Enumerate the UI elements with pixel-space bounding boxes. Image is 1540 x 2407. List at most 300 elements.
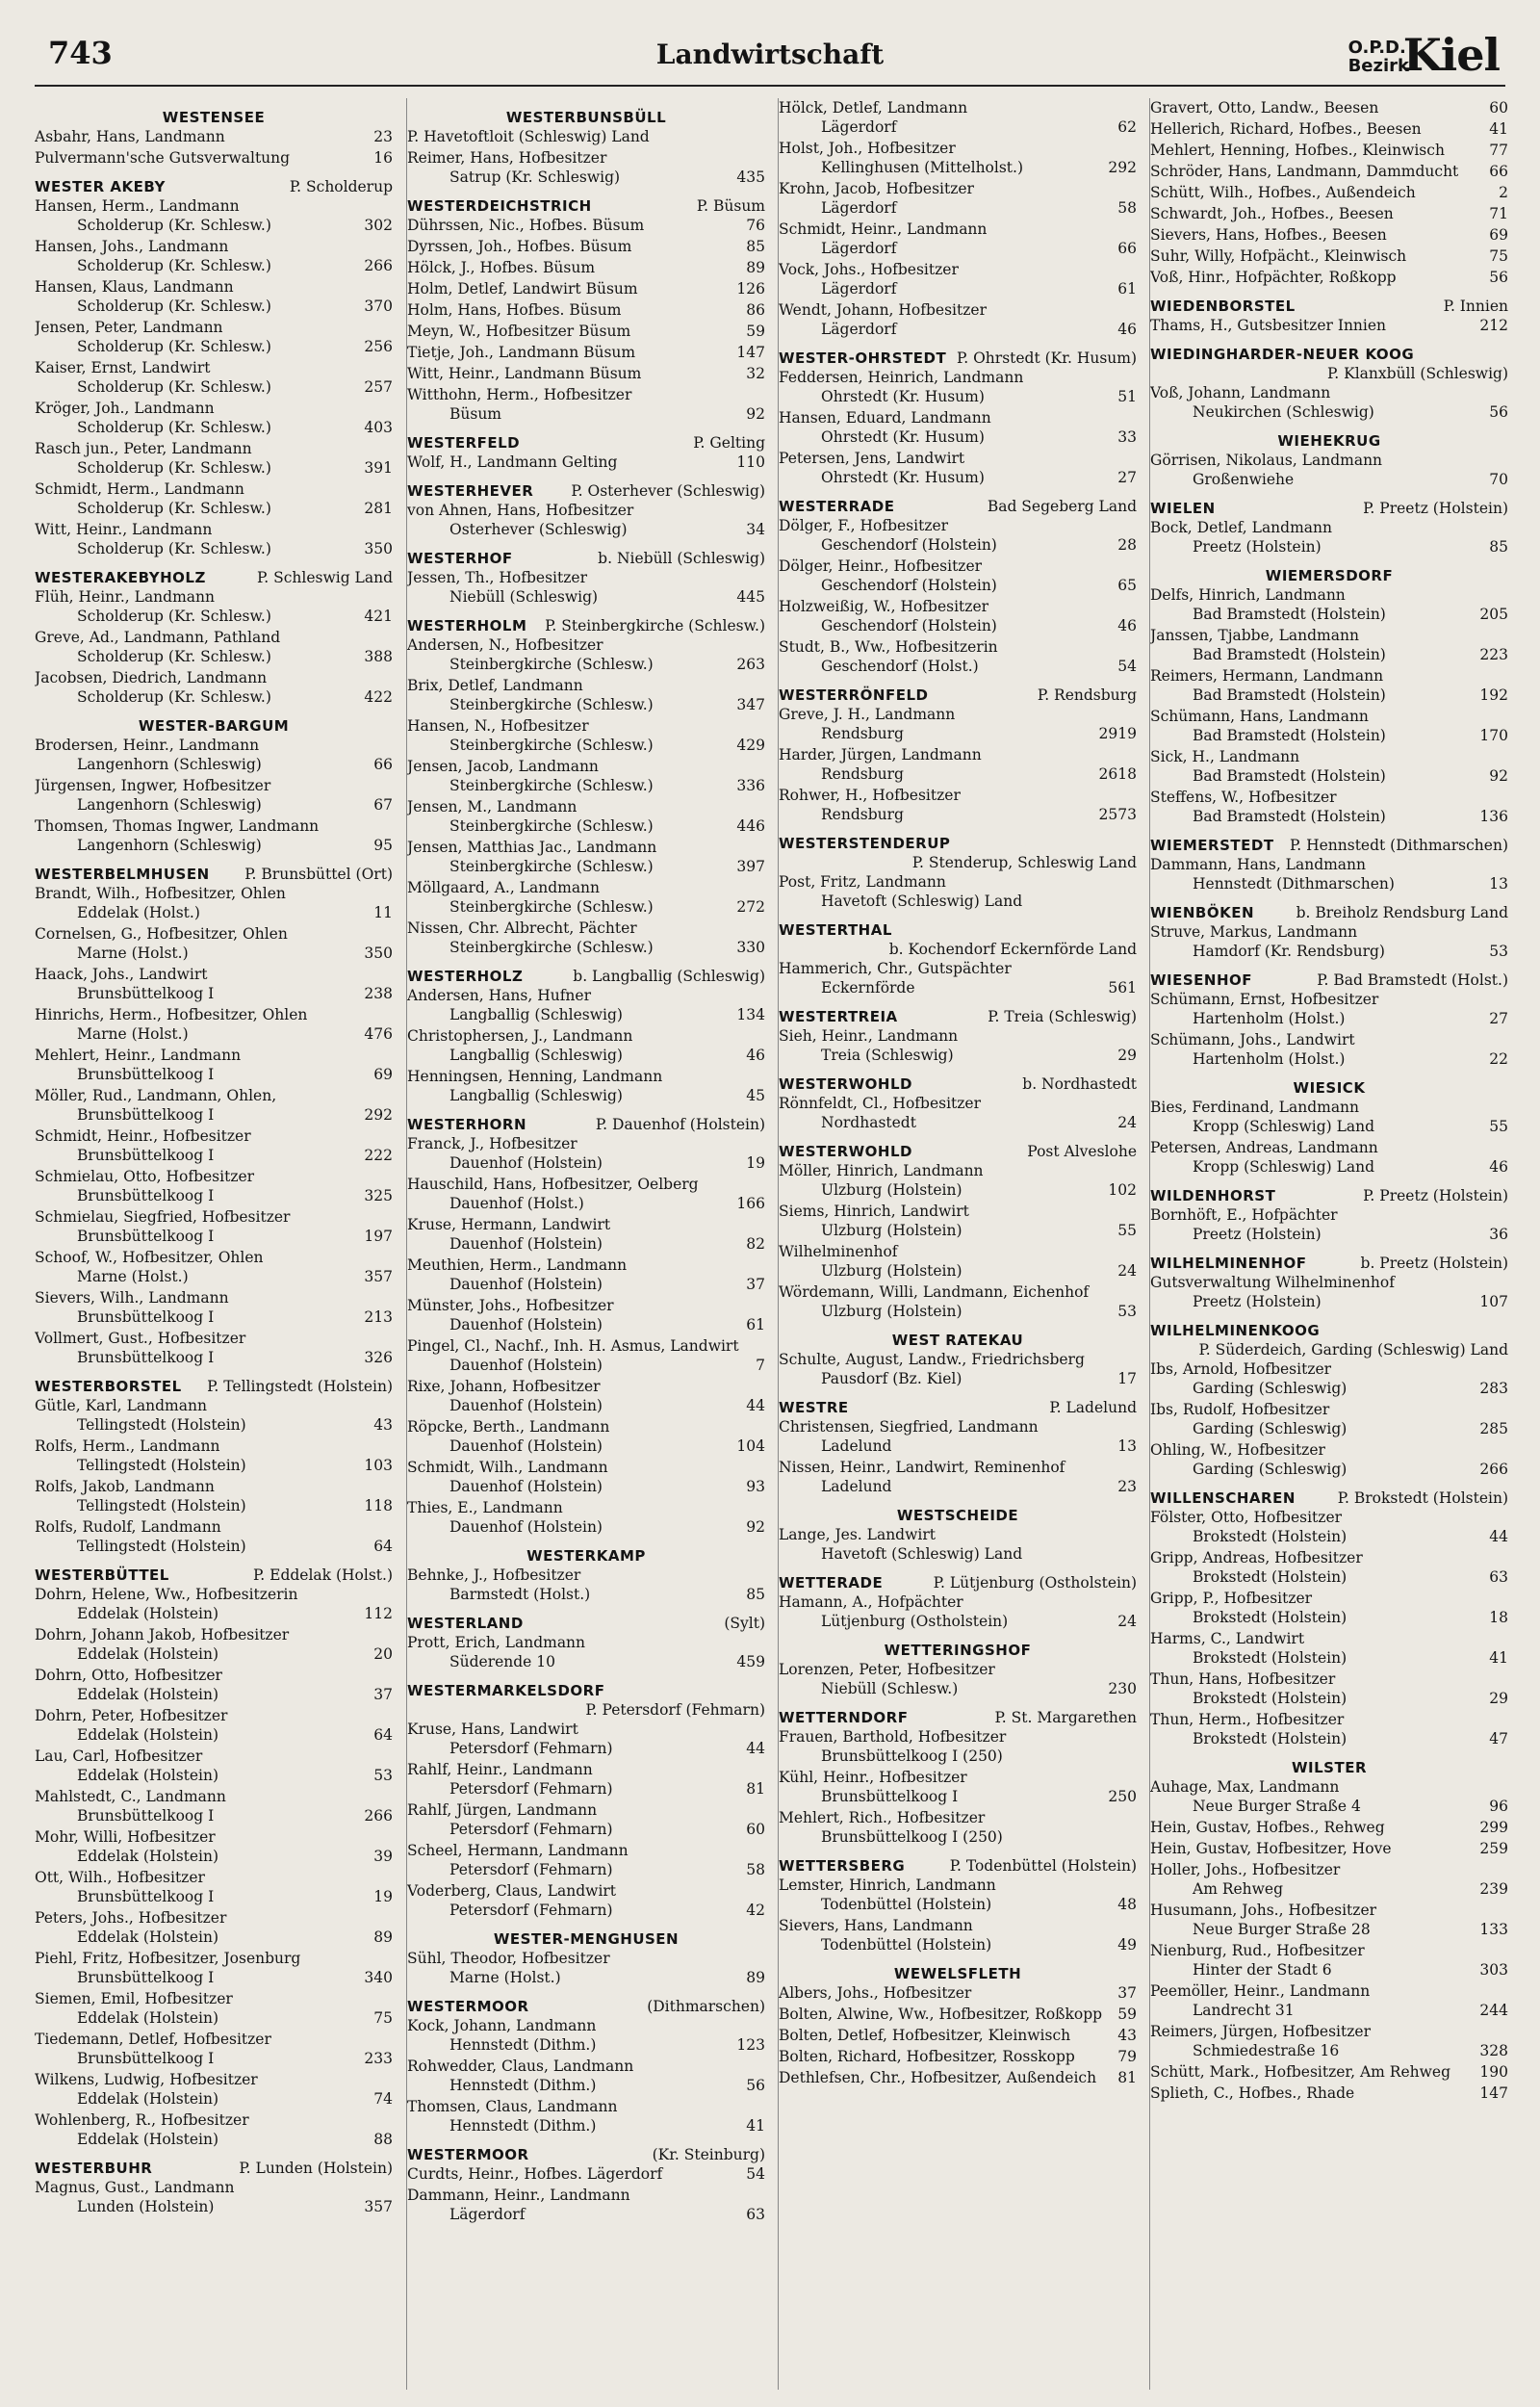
entry-line [779, 449, 1137, 468]
entry-location-line [407, 695, 765, 714]
entry-line [1150, 1273, 1508, 1292]
phone-number: 223 [1479, 646, 1508, 663]
entry-location-line [35, 2008, 393, 2028]
entry-place: Ohrstedt (Kr. Husum) [821, 428, 985, 446]
entry-line [35, 1436, 393, 1456]
entry-name: Post, Fritz, Landmann [779, 873, 946, 891]
phone-number: 192 [1479, 686, 1508, 704]
locality-heading [407, 433, 765, 453]
locality-section [407, 1546, 765, 1604]
entry-line [35, 148, 393, 168]
phone-number: 233 [364, 2050, 393, 2067]
entry-name: Bock, Detlef, Landmann [1150, 519, 1332, 536]
phone-number: 41 [1489, 1649, 1508, 1667]
entry-location-line [35, 1227, 393, 1246]
entry-name: Mahlstedt, C., Landmann [35, 1788, 226, 1805]
entry-location-line [35, 1847, 393, 1866]
entry-location-line [779, 978, 1137, 997]
phone-number: 24 [1117, 1613, 1137, 1630]
locality-name: WESTER-MENGHUSEN [493, 1930, 680, 1948]
entry-name: Flüh, Heinr., Landmann [35, 588, 215, 606]
entry-name: Struve, Markus, Landmann [1150, 923, 1358, 941]
phone-number: 70 [1489, 471, 1508, 488]
locality-section [1150, 297, 1508, 335]
list-item [407, 878, 765, 917]
entry-name: Schoof, W., Hofbesitzer, Ohlen [35, 1249, 264, 1266]
entry-line [1150, 1941, 1508, 1960]
entry-location-line [1150, 686, 1508, 705]
entry-line [35, 1396, 393, 1415]
list-item [779, 516, 1137, 555]
entry-place: Brunsbüttelkoog I [77, 1187, 215, 1204]
entry-name: Schmidt, Heinr., Hofbesitzer [35, 1127, 251, 1145]
locality-section [779, 686, 1137, 824]
entry-line [35, 2030, 393, 2049]
phone-number: 266 [364, 1807, 393, 1825]
locality-section [35, 177, 393, 558]
entry-line [35, 479, 393, 499]
entry-place: Geschendorf (Holstein) [821, 577, 997, 594]
entry-location-line [35, 836, 393, 855]
phone-number: 281 [364, 500, 393, 517]
locality-post: P. Innien [1443, 298, 1508, 315]
locality-name: WILLENSCHAREN [1150, 1489, 1296, 1507]
locality-heading [1150, 836, 1508, 855]
entry-name: Hauschild, Hans, Hofbesitzer, Oelberg [407, 1176, 699, 1193]
entry-line [1150, 268, 1508, 287]
entry-place: Marne (Holst.) [77, 1268, 189, 1285]
entry-line [407, 453, 765, 472]
list-item [407, 300, 765, 320]
entry-line [407, 1458, 765, 1477]
entry-line [407, 568, 765, 587]
entry-name: Lorenzen, Peter, Hofbesitzer [779, 1661, 995, 1678]
phone-number: 340 [364, 1969, 393, 1986]
phone-number: 92 [746, 1518, 765, 1536]
entry-line [35, 1949, 393, 1968]
list-item [779, 300, 1137, 339]
entry-place: Brunsbüttelkoog I [821, 1788, 959, 1805]
phone-number: 205 [1479, 606, 1508, 623]
entry-name: Henningsen, Henning, Landmann [407, 1068, 663, 1085]
entry-line [779, 1026, 1137, 1046]
entry-place: Bad Bramstedt (Holstein) [1193, 646, 1386, 663]
entry-name: Ott, Wilh., Hofbesitzer [35, 1869, 205, 1886]
entry-place: Am Rehweg [1193, 1880, 1284, 1898]
entry-line [1150, 225, 1508, 245]
locality-heading [407, 1614, 765, 1633]
phone-number: 303 [1479, 1961, 1508, 1979]
entry-name: Petersen, Jens, Landwirt [779, 450, 965, 467]
entry-name: Auhage, Max, Landmann [1150, 1778, 1340, 1796]
phone-number: 283 [1479, 1380, 1508, 1397]
entry-line [407, 1134, 765, 1153]
phone-number: 43 [373, 1416, 393, 1434]
phone-number: 81 [1117, 2069, 1137, 2086]
locality-name: WILHELMINENHOF [1150, 1255, 1307, 1272]
entry-location-line [1150, 537, 1508, 556]
phone-number: 244 [1479, 2002, 1508, 2019]
list-item [407, 2164, 765, 2184]
list-item [779, 408, 1137, 447]
locality-post: P. Büsum [696, 197, 765, 215]
entry-place: Ulzburg (Holstein) [821, 1303, 962, 1320]
list-item [35, 277, 393, 316]
entry-line [407, 1296, 765, 1315]
entry-location-line [35, 2130, 393, 2149]
list-item [407, 258, 765, 277]
list-item [407, 1377, 765, 1415]
entry-location-line [407, 1396, 765, 1415]
entry-place: Neue Burger Straße 4 [1193, 1798, 1361, 1815]
entry-place: Steinbergkirche (Schlesw.) [449, 858, 654, 875]
entry-name: Harder, Jürgen, Landmann [779, 746, 982, 764]
entry-place: Steinbergkirche (Schlesw.) [449, 696, 654, 713]
entry-name: Witt, Heinr., Landmann Büsum [407, 365, 642, 382]
phone-number: 44 [746, 1740, 765, 1757]
entry-line [779, 1161, 1137, 1180]
entry-location-line [1150, 1460, 1508, 1479]
list-item [35, 924, 393, 963]
phone-number: 79 [1117, 2048, 1137, 2065]
entry-line [407, 2164, 765, 2184]
phone-number: 263 [736, 656, 765, 673]
entry-line [1150, 1818, 1508, 1837]
entry-place: Neue Burger Straße 28 [1193, 1921, 1371, 1938]
locality-heading [779, 1398, 1137, 1417]
column-3 [778, 98, 1137, 2390]
entry-location-line [407, 1585, 765, 1604]
entry-line [1150, 383, 1508, 402]
entry-location-line [35, 1186, 393, 1205]
locality-name: WESTERAKEBYHOLZ [35, 569, 206, 586]
entry-place: Eddelak (Holst.) [77, 904, 200, 921]
entry-name: Jensen, Peter, Landmann [35, 319, 223, 336]
list-item [407, 237, 765, 256]
locality-heading [779, 1708, 1137, 1727]
entry-line [35, 1248, 393, 1267]
entry-name: Dohrn, Peter, Hofbesitzer [35, 1707, 228, 1724]
opd-abbrev: O.P.D. [1348, 38, 1406, 58]
locality-name: WETTERNDORF [779, 1709, 909, 1726]
list-item [1150, 451, 1508, 489]
list-item [407, 1067, 765, 1105]
list-item [779, 2047, 1137, 2066]
phone-number: 54 [1117, 658, 1137, 675]
entry-location-line [35, 944, 393, 963]
locality-heading [779, 497, 1137, 516]
entry-location-line [1150, 1157, 1508, 1177]
locality-section [35, 865, 393, 1367]
entry-place: Dauenhof (Holstein) [449, 1235, 603, 1253]
locality-name: WESTERFELD [407, 434, 521, 452]
entry-place: Tellingstedt (Holstein) [77, 1497, 246, 1514]
locality-post: P. Todenbüttel (Holstein) [949, 1857, 1137, 1875]
entry-location-line [1150, 1225, 1508, 1244]
entry-location-line [35, 1024, 393, 1044]
locality-section [779, 1641, 1137, 1698]
phone-number: 51 [1117, 388, 1137, 405]
locality-name: WESTERWOHLD [779, 1143, 912, 1160]
entry-location-line [779, 320, 1137, 339]
phone-number: 55 [1117, 1222, 1137, 1239]
entry-line [407, 385, 765, 404]
entry-place: Scholderup (Kr. Schlesw.) [77, 257, 271, 274]
phone-number: 292 [364, 1106, 393, 1124]
locality-heading [1150, 345, 1508, 383]
entry-name: Schmidt, Wilh., Landmann [407, 1459, 608, 1476]
entry-place: Lägerdorf [821, 321, 897, 338]
entry-line [1150, 1777, 1508, 1797]
entry-location-line [779, 198, 1137, 218]
phone-number: 147 [736, 344, 765, 361]
list-item [407, 1498, 765, 1537]
locality-section [779, 1398, 1137, 1496]
entry-place: Bad Bramstedt (Holstein) [1193, 727, 1386, 744]
entry-place: Tellingstedt (Holstein) [77, 1457, 246, 1474]
locality-name: WESTERBORSTEL [35, 1378, 182, 1395]
entry-place: Lunden (Holstein) [77, 2198, 215, 2215]
entry-line [35, 1046, 393, 1065]
phone-number: 422 [364, 688, 393, 706]
list-item [1150, 707, 1508, 745]
list-item [1150, 1981, 1508, 2020]
entry-name: Schümann, Ernst, Hofbesitzer [1150, 991, 1379, 1008]
entry-place: Satrup (Kr. Schleswig) [449, 168, 621, 186]
list-item [1150, 2083, 1508, 2103]
entry-line [35, 1827, 393, 1847]
list-item [35, 1005, 393, 1044]
entry-name: Reimer, Hans, Hofbesitzer [407, 149, 607, 167]
entry-line [35, 1706, 393, 1725]
entry-name: Möller, Rud., Landmann, Ohlen, [35, 1087, 277, 1104]
entry-location-line [779, 387, 1137, 406]
entry-line [1150, 1981, 1508, 2001]
locality-section [407, 2145, 765, 2224]
locality-section [407, 481, 765, 539]
entry-place: Garding (Schleswig) [1193, 1461, 1348, 1478]
entry-name: Greve, J. H., Landmann [779, 706, 956, 723]
list-item [1150, 1629, 1508, 1668]
entry-location-line [1150, 1009, 1508, 1028]
entry-location-line [35, 458, 393, 478]
locality-post: P. Ladelund [1049, 1399, 1137, 1416]
phone-number: 238 [364, 985, 393, 1002]
entry-location-line [35, 647, 393, 666]
entry-name: Petersen, Andreas, Landmann [1150, 1139, 1378, 1156]
list-item [35, 479, 393, 518]
entry-place: Kropp (Schleswig) Land [1193, 1118, 1375, 1135]
phone-number: 123 [736, 2036, 765, 2054]
list-item [407, 279, 765, 298]
locality-post: P. Eddelak (Holst.) [252, 1566, 393, 1584]
phone-number: 58 [1117, 199, 1137, 217]
entry-line [779, 516, 1137, 535]
entry-location-line [407, 2116, 765, 2135]
entry-place: Bad Bramstedt (Holstein) [1193, 686, 1386, 704]
entry-location-line [1150, 470, 1508, 489]
entry-line [1150, 626, 1508, 645]
entry-line [407, 300, 765, 320]
phone-number: 325 [364, 1187, 393, 1204]
entry-name: Studt, B., Ww., Hofbesitzerin [779, 638, 998, 656]
entry-place: Brunsbüttelkoog I [77, 985, 215, 1002]
phone-number: 66 [1117, 240, 1137, 257]
entry-line [1150, 707, 1508, 726]
list-item [779, 1242, 1137, 1281]
locality-name: WESTER AKEBY [35, 178, 166, 195]
entry-place: Kellinghusen (Mittelholst.) [821, 159, 1024, 176]
entry-location-line [35, 1968, 393, 1987]
locality-name: WESTRE [779, 1399, 849, 1416]
entry-place: Brokstedt (Holstein) [1193, 1730, 1348, 1747]
list-item [35, 1436, 393, 1475]
entry-name: Nienburg, Rud., Hofbesitzer [1150, 1942, 1365, 1959]
locality-post: P. Brunsbüttel (Ort) [244, 866, 393, 883]
phone-number: 62 [1117, 118, 1137, 136]
phone-number: 37 [373, 1686, 393, 1703]
entry-place: Hartenholm (Holst.) [1193, 1050, 1346, 1068]
entry-place: Scholderup (Kr. Schlesw.) [77, 459, 271, 477]
region-name: Kiel [1402, 29, 1500, 81]
entry-line [779, 1242, 1137, 1261]
entry-location-line [779, 1261, 1137, 1281]
entry-name: Janssen, Tjabbe, Landmann [1150, 627, 1359, 644]
entry-location-line [35, 2089, 393, 2109]
phone-number: 54 [746, 2165, 765, 2183]
list-item [35, 668, 393, 707]
entry-name: Delfs, Hinrich, Landmann [1150, 586, 1346, 604]
phone-number: 429 [736, 737, 765, 754]
entry-name: Steffens, W., Hofbesitzer [1150, 789, 1337, 806]
entry-place: Brunsbüttelkoog I (250) [821, 1828, 1003, 1846]
entry-name: Peemöller, Heinr., Landmann [1150, 1982, 1371, 2000]
entry-line [1150, 316, 1508, 335]
entry-name: Holm, Hans, Hofbes. Büsum [407, 301, 622, 319]
entry-place: Steinbergkirche (Schlesw.) [449, 656, 654, 673]
locality-post: P. Osterhever (Schleswig) [571, 482, 765, 500]
entry-line [407, 216, 765, 235]
locality-section [35, 1566, 393, 2149]
entry-place: Garding (Schleswig) [1193, 1420, 1348, 1437]
phone-number: 93 [746, 1478, 765, 1495]
entry-name: Witt, Heinr., Landmann [35, 521, 213, 538]
entry-name: Röpcke, Berth., Landmann [407, 1418, 610, 1436]
entry-name: Curdts, Heinr., Hofbes. Lägerdorf [407, 2165, 663, 2183]
list-item [407, 986, 765, 1024]
phone-number: 96 [1489, 1798, 1508, 1815]
list-item [1150, 1777, 1508, 1816]
locality-section [779, 1142, 1137, 1321]
phone-number: 29 [1489, 1690, 1508, 1707]
entry-location-line [407, 2076, 765, 2095]
list-item [1150, 1273, 1508, 1311]
phone-number: 403 [364, 419, 393, 436]
entry-name: Rolfs, Jakob, Landmann [35, 1478, 215, 1495]
entry-place: Eddelak (Holstein) [77, 1686, 219, 1703]
phone-number: 64 [373, 1538, 393, 1555]
list-item [1150, 1548, 1508, 1587]
entry-location-line [1150, 1567, 1508, 1587]
entry-location-line [407, 1086, 765, 1105]
locality-post: P. Scholderup [289, 178, 393, 195]
entry-name: Nissen, Heinr., Landwirt, Reminenhof [779, 1459, 1065, 1476]
locality-name: WIEMERSDORF [1265, 567, 1394, 584]
list-item [1150, 922, 1508, 961]
locality-name: WIENBÖKEN [1150, 904, 1255, 921]
locality-name: WETTERSBERG [779, 1857, 906, 1875]
entry-location-line [779, 158, 1137, 177]
entry-location-line [779, 1477, 1137, 1496]
locality-heading [779, 1074, 1137, 1094]
list-item [407, 1881, 765, 1920]
entry-line [35, 965, 393, 984]
phone-number: 86 [746, 301, 765, 319]
entry-line [1150, 183, 1508, 202]
entry-place: Brunsbüttelkoog I [77, 1106, 215, 1124]
locality-section [1150, 1186, 1508, 1244]
locality-heading [1150, 297, 1508, 316]
list-item [1150, 162, 1508, 181]
entry-location-line [407, 1652, 765, 1671]
district-label [1348, 39, 1409, 75]
entry-place: Steinbergkirche (Schlesw.) [449, 939, 654, 956]
entry-location-line [35, 337, 393, 356]
entry-location-line [407, 1234, 765, 1254]
list-item [1150, 1589, 1508, 1627]
phone-number: 2 [1499, 184, 1508, 201]
entry-line [779, 705, 1137, 724]
locality-name: WIESICK [1293, 1079, 1366, 1097]
phone-number: 82 [746, 1235, 765, 1253]
locality-section [1150, 499, 1508, 556]
locality-name: WESTERHOLM [407, 617, 527, 634]
entry-name: Andersen, N., Hofbesitzer [407, 636, 603, 654]
locality-name: WILDENHORST [1150, 1187, 1276, 1204]
entry-place: Geschendorf (Holst.) [821, 658, 979, 675]
entry-name: Bolten, Detlef, Hofbesitzer, Kleinwisch [779, 2027, 1071, 2044]
phone-number: 212 [1479, 317, 1508, 334]
entry-name: Greve, Ad., Landmann, Pathland [35, 629, 281, 646]
locality-name: WILSTER [1291, 1759, 1368, 1776]
list-item [1150, 1860, 1508, 1899]
entry-line [779, 1983, 1137, 2003]
entry-name: Splieth, C., Hofbes., Rhade [1150, 2084, 1355, 2102]
entry-line [779, 637, 1137, 657]
list-item [779, 139, 1137, 177]
entry-name: Pulvermann'sche Gutsverwaltung [35, 149, 291, 167]
locality-heading [35, 1566, 393, 1585]
entry-name: Dyrssen, Joh., Hofbes. Büsum [407, 238, 632, 255]
entry-location-line [779, 724, 1137, 743]
phone-number: 266 [1479, 1461, 1508, 1478]
list-item [35, 1787, 393, 1825]
locality-section [407, 108, 765, 187]
entry-place: Todenbüttel (Holstein) [821, 1936, 992, 1954]
entry-name: Reimers, Jürgen, Hofbesitzer [1150, 2023, 1371, 2040]
entry-line [35, 924, 393, 944]
phone-number: 397 [736, 858, 765, 875]
entry-location-line [35, 1267, 393, 1286]
phone-number: 36 [1489, 1226, 1508, 1243]
phone-number: 13 [1117, 1437, 1137, 1455]
locality-name: WESTERBUHR [35, 2160, 153, 2177]
entry-place: Büsum [449, 405, 502, 423]
entry-place: Hennstedt (Dithm.) [449, 2077, 597, 2094]
entry-place: Tellingstedt (Holstein) [77, 1416, 246, 1434]
entry-name: Hellerich, Richard, Hofbes., Beesen [1150, 120, 1422, 138]
list-item [779, 1525, 1137, 1564]
